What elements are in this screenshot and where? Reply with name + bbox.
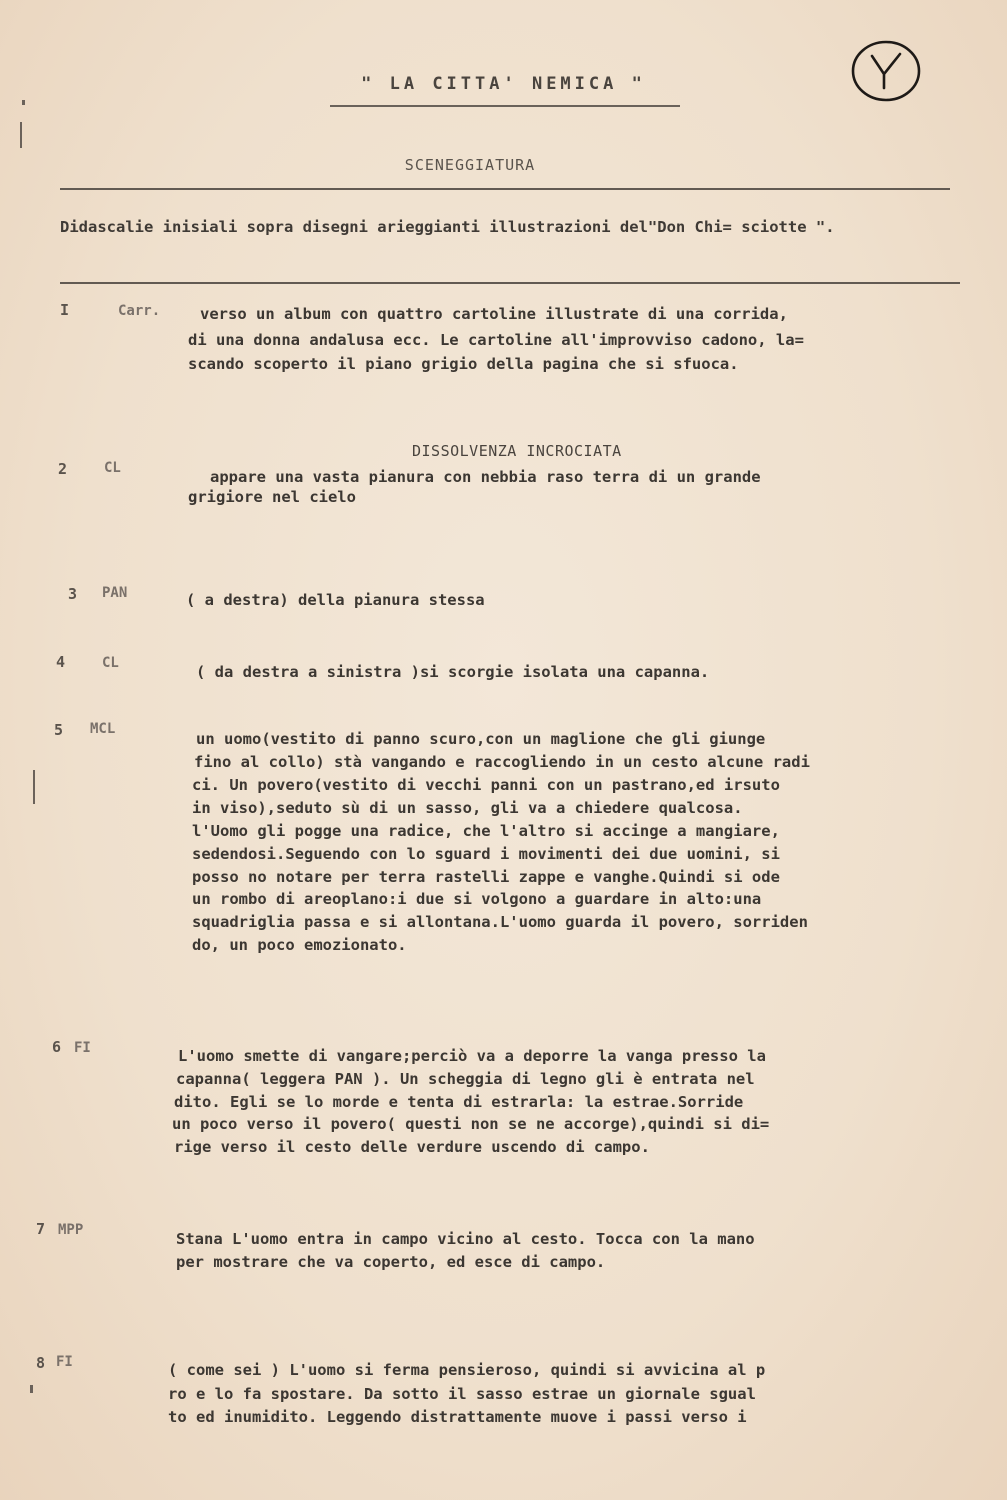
- scene-line: un poco verso il povero( questi non se ne accorge),quindi si di=: [172, 1115, 770, 1133]
- scene-line: sedendosi.Seguendo con lo sguard i movimenti dei due uomini, si: [192, 845, 780, 863]
- scene-number: 8: [36, 1354, 46, 1372]
- scene-number: 6: [52, 1038, 62, 1056]
- scene-number: I: [60, 301, 70, 319]
- shot-type: MCL: [90, 721, 116, 737]
- scene-number: 7: [36, 1220, 46, 1238]
- scene-line: do, un poco emozionato.: [192, 936, 407, 954]
- shot-type: CL: [104, 460, 121, 476]
- scene-line: Stana L'uomo entra in campo vicino al cesto. Tocca con la mano: [176, 1230, 755, 1248]
- scene-line: in viso),seduto sù di un sasso, gli va a chiedere qualcosa.: [192, 799, 743, 817]
- document-title: " LA CITTA' NEMICA ": [361, 74, 646, 94]
- scene-line: di una donna andalusa ecc. Le cartoline all'improvviso cadono, la=: [188, 331, 804, 349]
- scene-line: un rombo di areoplano:i due si volgono a guardare in alto:una: [192, 890, 762, 908]
- scene-number: 5: [54, 721, 64, 739]
- scene-line: ro e lo fa spostare. Da sotto il sasso estrae un giornale sgual: [168, 1385, 756, 1403]
- shot-type: CL: [102, 655, 119, 671]
- circled-page-number-mark: [850, 38, 922, 104]
- scene-line: L'uomo smette di vangare;perciò va a deporre la vanga presso la: [178, 1047, 766, 1065]
- divider: [60, 282, 960, 284]
- scene-line: capanna( leggera PAN ). Un scheggia di legno gli è entrata nel: [176, 1070, 755, 1088]
- intro-paragraph: Didascalie inisiali sopra disegni arieggianti illustrazioni del"Don Chi= sciotte ".: [60, 218, 835, 236]
- transition-label: DISSOLVENZA INCROCIATA: [412, 442, 622, 460]
- margin-tick: [20, 122, 22, 148]
- scene-line: fino al collo) stà vangando e raccogliendo in un cesto alcune radi: [194, 753, 810, 771]
- scene-line: verso un album con quattro cartoline illustrate di una corrida,: [200, 305, 788, 323]
- scene-line: appare una vasta pianura con nebbia raso terra di un grande: [210, 468, 761, 486]
- document-subtitle: SCENEGGIATURA: [404, 156, 536, 174]
- shot-type: FI: [74, 1040, 91, 1056]
- scene-line: per mostrare che va coperto, ed esce di campo.: [176, 1253, 606, 1271]
- scene-line: un uomo(vestito di panno scuro,con un maglione che gli giunge: [196, 730, 766, 748]
- scene-number: 4: [56, 653, 66, 671]
- scene-line: ( a destra) della pianura stessa: [186, 591, 485, 609]
- title-underline: [330, 105, 680, 107]
- page-mark-text: 1: [850, 38, 851, 39]
- shot-type: FI: [56, 1354, 73, 1370]
- scene-line: dito. Egli se lo morde e tenta di estrarla: la estrae.Sorride: [174, 1093, 744, 1111]
- scene-line: grigiore nel cielo: [188, 488, 356, 506]
- scene-number: 3: [68, 585, 78, 603]
- margin-tick: [30, 1385, 33, 1393]
- scene-line: l'Uomo gli pogge una radice, che l'altro si accinge a mangiare,: [192, 822, 780, 840]
- shot-type: MPP: [58, 1222, 84, 1238]
- scene-line: squadriglia passa e si allontana.L'uomo guarda il povero, sorriden: [192, 913, 808, 931]
- scene-number: 2: [58, 460, 68, 478]
- scene-line: scando scoperto il piano grigio della pagina che si sfuoca.: [188, 355, 739, 373]
- margin-tick: [33, 770, 35, 804]
- shot-type: PAN: [102, 585, 128, 601]
- scene-line: ( come sei ) L'uomo si ferma pensieroso, quindi si avvicina al p: [168, 1361, 766, 1379]
- shot-type: Carr.: [118, 303, 161, 319]
- scene-line: ci. Un povero(vestito di vecchi panni con un pastrano,ed irsuto: [192, 776, 780, 794]
- scene-line: to ed inumidito. Leggendo distrattamente muove i passi verso i: [168, 1408, 747, 1426]
- divider: [60, 188, 950, 190]
- scene-line: ( da destra a sinistra )si scorgie isolata una capanna.: [196, 663, 710, 681]
- scene-line: rige verso il cesto delle verdure uscendo di campo.: [174, 1138, 650, 1156]
- margin-tick: [22, 100, 25, 105]
- scene-line: posso no notare per terra rastelli zappe e vanghe.Quindi si ode: [192, 868, 780, 886]
